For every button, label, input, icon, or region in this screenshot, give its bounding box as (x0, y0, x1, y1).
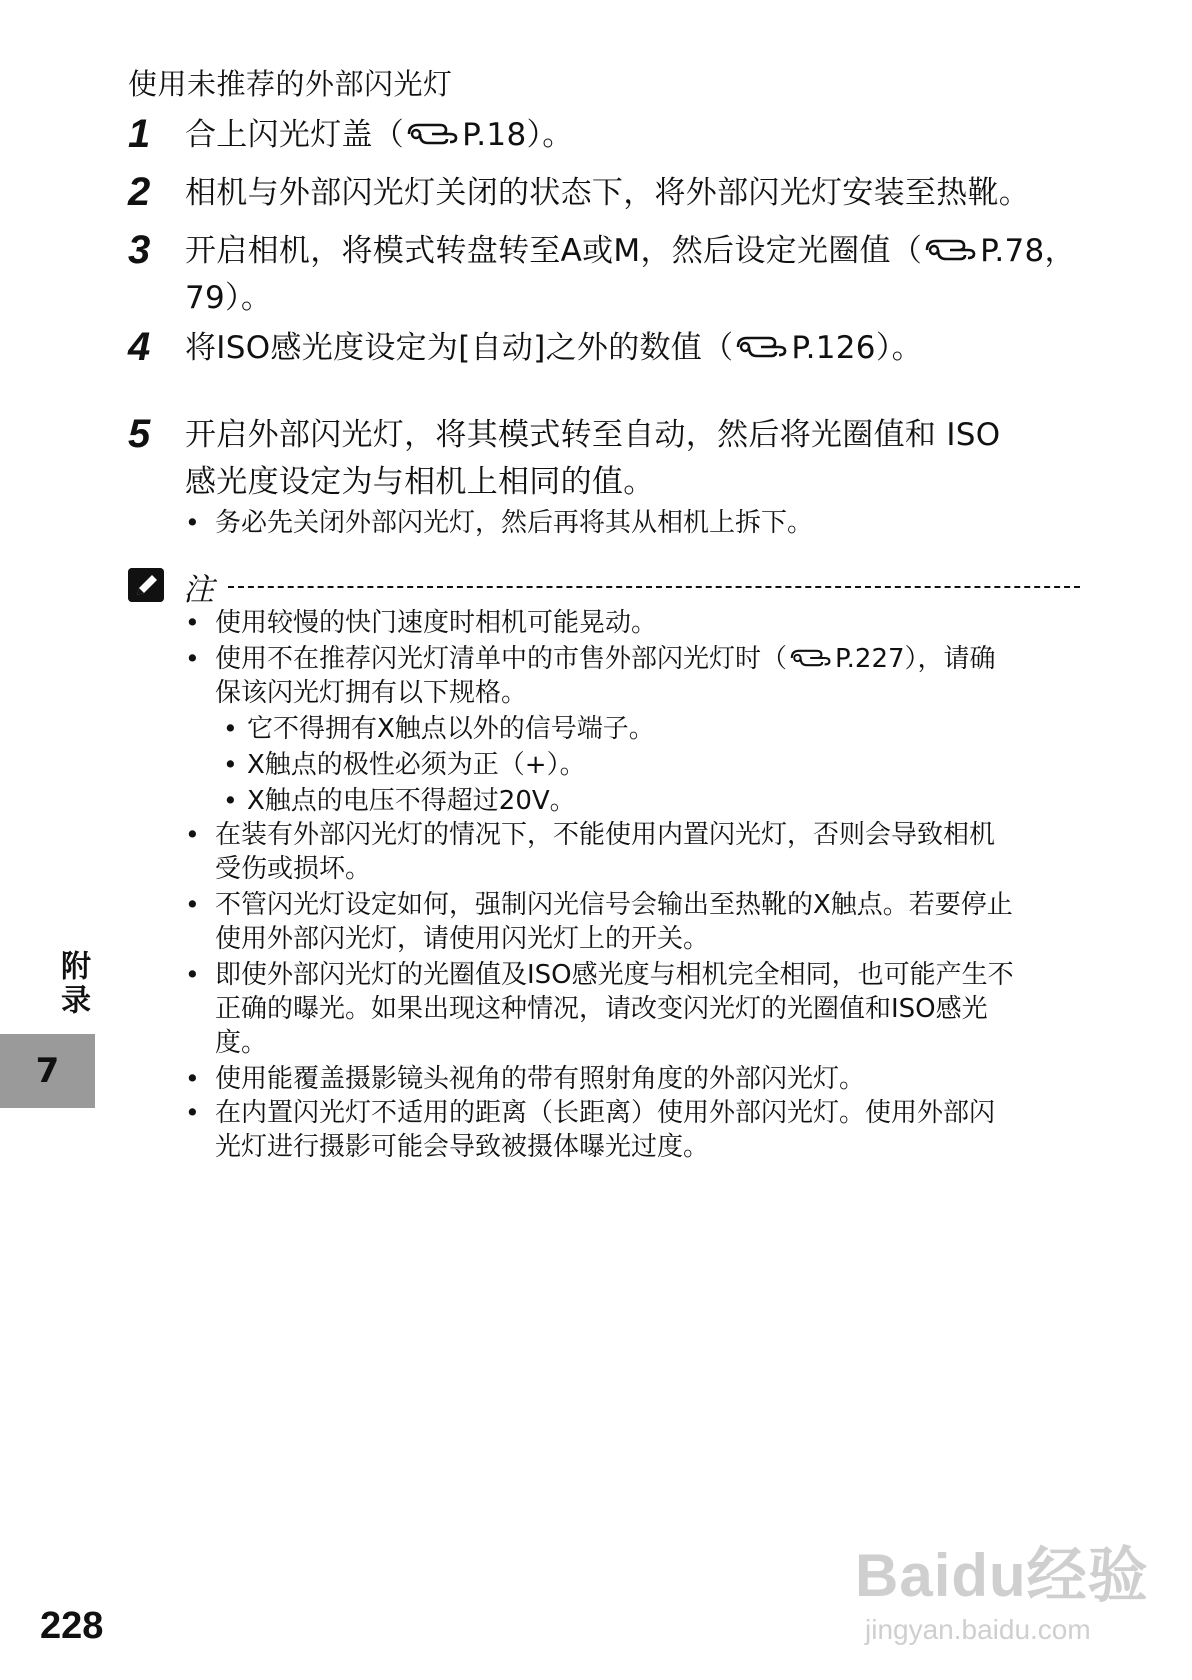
note-item (215, 818, 1085, 886)
step-text-part: ）。 (526, 117, 574, 153)
step-bullet-text: 务必先关闭外部闪光灯，然后再将其从相机上拆下。 (215, 508, 814, 538)
note-item (215, 1096, 1085, 1164)
pointing-hand-icon (924, 235, 978, 265)
step-text (185, 228, 1085, 322)
page-reference: P.18 (462, 117, 527, 153)
sub-bullet-dot: • (223, 750, 238, 779)
step-text-part: ）。 (875, 330, 923, 366)
bullet-dot: • (185, 1098, 200, 1127)
note-sub-item: X触点的极性必须为正（+）。 (247, 750, 586, 780)
note-item: 使用较慢的快门速度时相机可能晃动。 (215, 608, 658, 638)
note-item: 使用能覆盖摄影镜头视角的带有照射角度的外部闪光灯。 (215, 1064, 866, 1094)
step-number: 5 (128, 412, 151, 456)
bullet-dot: • (185, 508, 200, 537)
note-item (215, 958, 1085, 1060)
bullet-dot: • (185, 890, 200, 919)
pointing-hand-icon (406, 119, 460, 149)
sub-bullet-dot: • (223, 714, 238, 743)
step-text-part: 将ISO感光度设定为[自动]之外的数值（ (185, 330, 734, 366)
note-label: 注 (183, 572, 214, 608)
step-text (185, 112, 1085, 159)
note-text-part: 使用不在推荐闪光灯清单中的市售外部闪光灯时（ (215, 644, 788, 674)
note-text-line: 不管闪光灯设定如何，强制闪光信号会输出至热靴的X触点。若要停止 (215, 890, 1013, 920)
note-text-line: 在内置闪光灯不适用的距离（长距离）使用外部闪光灯。使用外部闪 (215, 1098, 996, 1128)
note-text-line: 保该闪光灯拥有以下规格。 (215, 678, 528, 708)
chapter-tab: 7 (0, 1034, 95, 1108)
note-sub-item: 它不得拥有X触点以外的信号端子。 (247, 714, 655, 744)
page-reference: P.227 (835, 644, 905, 674)
note-divider (228, 586, 1080, 588)
bullet-dot: • (185, 644, 200, 673)
note-text-part: ），请确 (904, 644, 996, 674)
step-number: 4 (128, 325, 151, 369)
bullet-dot: • (185, 960, 200, 989)
page-reference: P.78， (980, 233, 1076, 269)
note-text-line: 即使外部闪光灯的光圈值及ISO感光度与相机完全相同，也可能产生不 (215, 960, 1014, 990)
page-reference: P.126 (791, 330, 876, 366)
pointing-hand-icon (735, 332, 789, 362)
step-number: 1 (128, 112, 151, 156)
note-text-line: 正确的曝光。如果出现这种情况，请改变闪光灯的光圈值和ISO感光 (215, 994, 988, 1024)
watermark-url-text: jingyan.baidu.com (865, 1614, 1091, 1645)
chapter-side-label: 附录 (55, 950, 90, 1018)
step-number: 3 (128, 228, 151, 272)
sub-bullet-dot: • (223, 786, 238, 815)
note-header (128, 566, 1080, 608)
baidu-watermark (855, 1528, 1149, 1646)
bullet-dot: • (185, 820, 200, 849)
step-text-line: 感光度设定为与相机上相同的值。 (185, 464, 655, 500)
step-text-part: 开启相机，将模式转盘转至A或M，然后设定光圈值（ (185, 233, 923, 269)
step-text (185, 412, 1085, 506)
note-text-line: 在装有外部闪光灯的情况下，不能使用内置闪光灯，否则会导致相机 (215, 820, 996, 850)
step-text-part: 79）。 (185, 280, 273, 316)
step-number: 2 (128, 170, 151, 214)
step-text-part: 合上闪光灯盖（ (185, 117, 405, 153)
page-number: 228 (40, 1605, 104, 1647)
watermark-main-text: Baidu经验 (855, 1542, 1149, 1609)
bullet-dot: • (185, 608, 200, 637)
step-text-line: 开启外部闪光灯，将其模式转至自动，然后将光圈值和 ISO (185, 417, 1001, 453)
pencil-note-icon (128, 568, 164, 602)
step-text: 相机与外部闪光灯关闭的状态下，将外部闪光灯安装至热靴。 (185, 175, 1031, 211)
pointing-hand-icon (789, 646, 833, 670)
note-item (215, 642, 1085, 710)
bullet-dot: • (185, 1064, 200, 1093)
note-text-line: 度。 (215, 1028, 268, 1058)
note-text-line: 使用外部闪光灯，请使用闪光灯上的开关。 (215, 924, 710, 954)
note-text-line: 受伤或损坏。 (215, 854, 372, 884)
note-sub-item: X触点的电压不得超过20V。 (247, 786, 576, 816)
section-title: 使用未推荐的外部闪光灯 (128, 67, 453, 101)
step-text (185, 325, 1085, 372)
note-text-line: 光灯进行摄影可能会导致被摄体曝光过度。 (215, 1132, 710, 1162)
note-item (215, 888, 1085, 956)
